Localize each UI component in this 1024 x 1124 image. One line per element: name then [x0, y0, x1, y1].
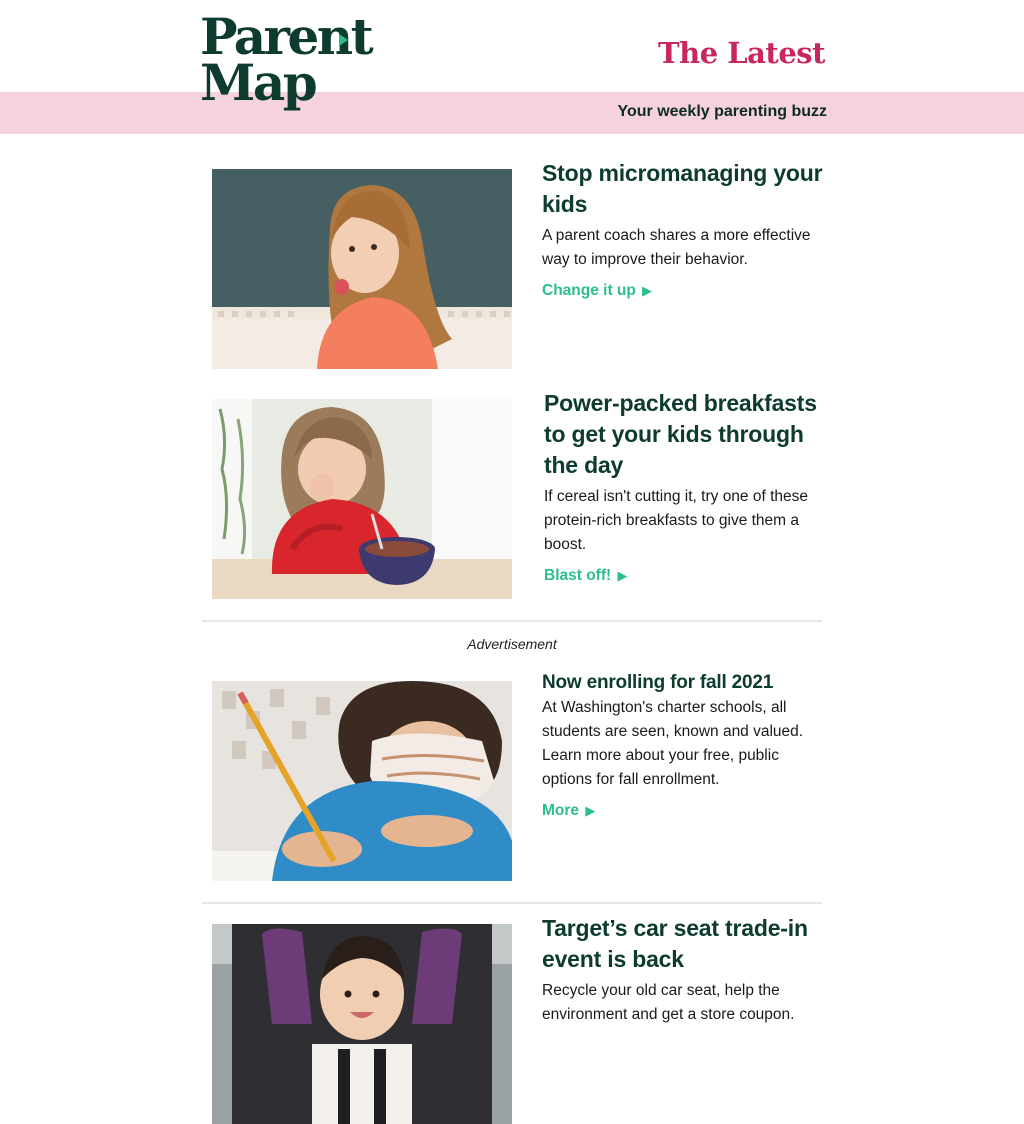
cta-label: More: [542, 802, 580, 819]
article-title[interactable]: Stop micromanaging your kids: [542, 160, 823, 217]
ad-title[interactable]: Now enrolling for fall 2021: [542, 672, 774, 693]
ad-image[interactable]: [212, 681, 512, 881]
section-title: The Latest: [658, 36, 825, 70]
logo-text-parent: Parent: [200, 7, 372, 66]
article-title[interactable]: Target’s car seat trade-in event is back: [542, 915, 808, 972]
play-arrow-icon: ▶: [617, 568, 628, 583]
article-title[interactable]: Power-packed breakfasts to get your kids through the day: [544, 390, 817, 478]
section-divider: [202, 902, 822, 904]
cta-label: Change it up: [542, 282, 636, 299]
article-description: Recycle your old car seat, help the environment and get a store coupon.: [542, 982, 795, 1023]
play-arrow-icon: ▶: [642, 283, 653, 298]
logo-play-icon: [339, 34, 348, 46]
cta-label: Blast off!: [544, 567, 612, 584]
article-image[interactable]: [212, 169, 512, 369]
advertisement-label: Advertisement: [467, 636, 557, 652]
section-divider: [202, 620, 822, 622]
article-description: A parent coach shares a more effective way to improve their behavior.: [542, 227, 811, 268]
parentmap-logo[interactable]: [200, 7, 372, 120]
article-image[interactable]: [212, 924, 512, 1124]
ad-text: [542, 671, 827, 820]
tagline-text: Your weekly parenting buzz: [617, 103, 827, 120]
tagline-banner: [0, 92, 1024, 134]
logo-text-map: Map: [200, 53, 316, 112]
article-cta-link[interactable]: [544, 567, 627, 585]
article-cta-link[interactable]: [542, 282, 652, 300]
ad-description: At Washington's charter schools, all students are seen, known and valued. Learn more about your free, public options for fall enrollment.: [542, 699, 804, 788]
play-arrow-icon: ▶: [585, 803, 596, 818]
article-image[interactable]: [212, 399, 512, 599]
article-text: [544, 388, 829, 585]
article-text: [542, 913, 832, 1027]
article-text: [542, 158, 827, 300]
ad-cta-link[interactable]: [542, 802, 595, 820]
article-description: If cereal isn't cutting it, try one of these protein-rich breakfasts to give them a boost.: [544, 488, 809, 553]
